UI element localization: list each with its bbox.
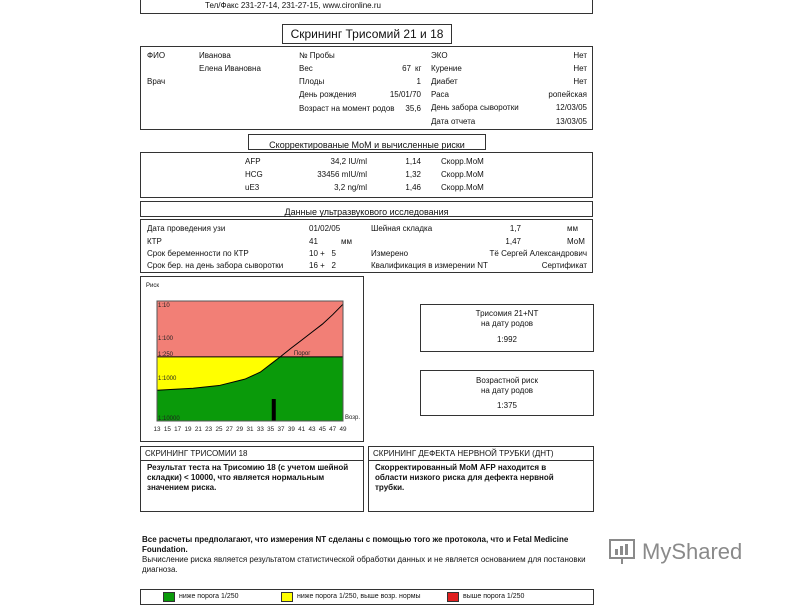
age-value: 35,6 <box>405 104 421 113</box>
watermark <box>608 536 778 572</box>
legend-label-yellow: ниже порога 1/250, выше возр. нормы <box>297 593 421 600</box>
marker-ue3-mom: 1,46 <box>405 183 421 192</box>
risk-age-line1: Возрастной риск <box>476 376 538 385</box>
marker-hcg-label: Скорр.МоМ <box>441 170 484 179</box>
marker-ue3-value: 3,2 ng/ml <box>334 183 367 192</box>
diabetes-value: Нет <box>573 77 587 86</box>
chart-title: Риск <box>146 283 159 289</box>
doctor-label: Врач <box>147 77 166 86</box>
mom-box <box>140 152 593 198</box>
marker-hcg-mom: 1,32 <box>405 170 421 179</box>
birthday-label: День рождения <box>299 90 357 99</box>
fio-line1: Иванова <box>199 51 231 60</box>
patient-age-marker <box>272 399 276 421</box>
marker-hcg-name: HCG <box>245 170 263 179</box>
y-tick-label: 1:1000 <box>158 376 177 382</box>
x-tick-label: 27 <box>225 426 233 433</box>
risk-chart <box>141 277 363 441</box>
x-tick-label: 41 <box>298 426 306 433</box>
x-tick-label: 35 <box>267 426 275 433</box>
term-serum-value: 16 + 2 <box>309 261 336 270</box>
y-tick-label: 1:10000 <box>158 416 180 422</box>
weight-label: Вес <box>299 64 313 73</box>
eco-value: Нет <box>573 51 587 60</box>
ktr-unit: мм <box>341 237 352 246</box>
ntd-header: СКРИНИНГ ДЕФЕКТА НЕРВНОЙ ТРУБКИ (ДНТ) <box>373 449 554 458</box>
nt-label: Шейная складка <box>371 224 433 233</box>
ntd-box <box>368 446 594 512</box>
patient-info-box <box>140 46 593 130</box>
marker-hcg-value: 33456 mIU/ml <box>317 170 367 179</box>
t18-text: Результат теста на Трисомию 18 (с учетом шейной складки) < 10000, что является нормальным значением риска. <box>147 463 349 492</box>
weight-value: 67 <box>402 64 411 73</box>
measured-value: Тё Сергей Александрович <box>489 249 587 258</box>
marker-ue3-label: Скорр.МоМ <box>441 183 484 192</box>
term-ktr-value: 10 + 5 <box>309 249 336 258</box>
y-tick-label: 1:100 <box>158 336 174 342</box>
x-tick-label: 45 <box>318 426 326 433</box>
qual-label: Квалификация в измерении NT <box>371 261 488 270</box>
x-tick-label: 39 <box>287 426 295 433</box>
notes-normal: Вычисление риска является результатом статистической обработки данных и не является основанием для постановки диагноза. <box>142 555 586 574</box>
nt-value: 1,7 <box>509 224 521 233</box>
risk-t21-line1: Трисомия 21+NT <box>475 309 539 318</box>
risk-age-line2: на дату родов <box>480 386 534 395</box>
x-tick-label: 25 <box>215 426 223 433</box>
serum-date-label: День забора сыворотки <box>431 103 519 112</box>
term-ktr-label: Срок беременности по КТР <box>147 249 249 258</box>
x-tick-label: 15 <box>163 426 171 433</box>
risk-t21-line2: на дату родов <box>480 319 534 328</box>
risk-t21-value: 1:992 <box>496 335 518 344</box>
ktr-value: 41 <box>309 237 318 246</box>
fio-line2: Елена Ивановна <box>199 64 261 73</box>
y-tick-label: 1:10 <box>158 303 170 309</box>
marker-afp-mom: 1,14 <box>405 157 421 166</box>
us-date-value: 01/02/05 <box>309 224 341 233</box>
us-box <box>140 219 593 273</box>
legend-swatch-red <box>447 592 459 602</box>
x-tick-label: 37 <box>277 426 285 433</box>
x-tick-label: 47 <box>329 426 337 433</box>
sample-no-label: № Пробы <box>299 51 335 60</box>
watermark-text: MyShared <box>642 539 743 564</box>
nt-mom-unit: МоМ <box>567 237 585 246</box>
contact-text: Тел/Факс 231-27-14, 231-27-15, www.cironline.ru <box>205 1 381 10</box>
age-label: Возраст на момент родов <box>299 104 395 113</box>
nt-unit: мм <box>567 224 578 233</box>
x-tick-label: 49 <box>339 426 347 433</box>
term-serum-label: Срок бер. на день забора сыворотки <box>147 261 284 270</box>
x-tick-label: 31 <box>246 426 254 433</box>
fio-label: ФИО <box>147 51 166 60</box>
us-date-label: Дата проведения узи <box>147 224 226 233</box>
zone-high-risk <box>157 301 343 357</box>
notes-bold: Все расчеты предполагают, что измерения NT сделаны с помощью того же протокола, что и Fetal Medicine Foundation. <box>142 535 569 554</box>
qual-value: Сертификат <box>541 261 587 270</box>
serum-date-value: 12/03/05 <box>555 103 587 112</box>
birthday-value: 15/01/70 <box>389 90 421 99</box>
mom-header: Скорректированые МоМ и вычисленные риски <box>248 134 486 150</box>
smoking-label: Курение <box>431 64 462 73</box>
t18-header: СКРИНИНГ ТРИСОМИИ 18 <box>145 449 248 458</box>
race-value: ропейская <box>548 90 587 99</box>
x-axis-label: Возр. <box>345 415 361 421</box>
weight-unit: кг <box>415 64 422 73</box>
ktr-label: КТР <box>147 237 162 246</box>
risk-chart-box <box>140 276 364 442</box>
legend-label-red: выше порога 1/250 <box>463 593 525 600</box>
fetuses-label: Плоды <box>299 77 325 86</box>
x-tick-label: 17 <box>174 426 182 433</box>
t18-box <box>140 446 364 512</box>
report-date-label: Дата отчета <box>431 117 476 126</box>
x-tick-label: 19 <box>184 426 192 433</box>
eco-label: ЭКО <box>431 51 448 60</box>
marker-afp-label: Скорр.МоМ <box>441 157 484 166</box>
x-tick-label: 13 <box>153 426 161 433</box>
x-tick-label: 43 <box>308 426 316 433</box>
fetuses-value: 1 <box>416 77 421 86</box>
race-label: Раса <box>431 90 449 99</box>
threshold-label: Порог <box>293 350 311 357</box>
risk-age-box <box>420 370 594 416</box>
report-date-value: 13/03/05 <box>555 117 587 126</box>
presentation-icon <box>608 538 638 566</box>
measured-label: Измерено <box>371 249 409 258</box>
marker-afp-value: 34,2 IU/ml <box>330 157 367 166</box>
us-header: Данные ультразвукового исследования <box>140 201 593 217</box>
nt-mom-value: 1,47 <box>505 237 521 246</box>
x-tick-label: 29 <box>236 426 244 433</box>
x-tick-label: 23 <box>205 426 213 433</box>
x-tick-label: 21 <box>194 426 202 433</box>
legend-box <box>140 589 594 605</box>
legend-swatch-yellow <box>281 592 293 602</box>
legend-label-green: ниже порога 1/250 <box>179 593 239 600</box>
x-tick-label: 33 <box>256 426 264 433</box>
marker-afp-name: AFP <box>245 157 261 166</box>
risk-t21-box <box>420 304 594 352</box>
page-title: Скрининг Трисомий 21 и 18 <box>282 24 452 44</box>
smoking-value: Нет <box>573 64 587 73</box>
contact-box <box>140 0 593 14</box>
ntd-text: Скорректированный МоМ AFP находится в области низкого риска для дефекта нервной трубки. <box>375 463 554 492</box>
marker-ue3-name: uE3 <box>245 183 260 192</box>
risk-age-value: 1:375 <box>496 401 518 410</box>
y-tick-label: 1:250 <box>158 351 174 358</box>
diabetes-label: Диабет <box>431 77 458 86</box>
legend-swatch-green <box>163 592 175 602</box>
